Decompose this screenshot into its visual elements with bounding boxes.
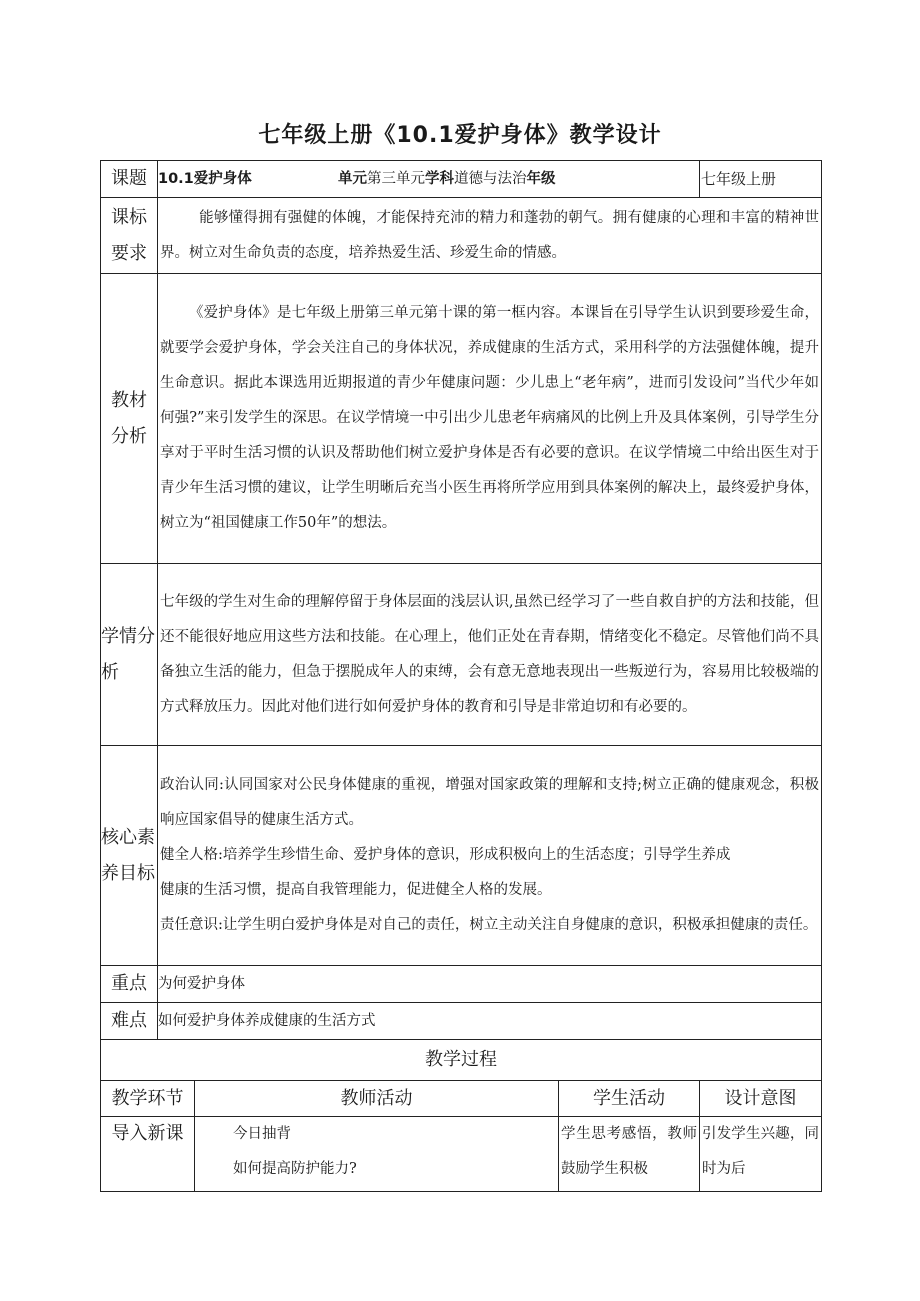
- process-row-intro: [101, 1117, 822, 1192]
- curriculum-label-line1: 课标: [111, 206, 147, 228]
- process-title-row: [101, 1040, 822, 1081]
- subject-label: 学科: [425, 170, 454, 187]
- curriculum-row: [101, 198, 822, 274]
- students-label-line2: 析: [101, 661, 119, 683]
- textbook-label: [101, 274, 158, 564]
- key-point-label: 重点: [101, 966, 158, 1003]
- topic-cell: [158, 161, 700, 198]
- difficult-point-row: [101, 1003, 822, 1040]
- students-label: [101, 564, 158, 746]
- header-teacher: 教师活动: [195, 1081, 559, 1117]
- key-point-row: [101, 966, 822, 1003]
- topic-label: 课题: [101, 161, 158, 198]
- key-point-text: 为何爱护身体: [158, 966, 822, 1003]
- unit-label: 单元: [338, 170, 367, 187]
- textbook-label-line1: 教材: [111, 389, 147, 411]
- curriculum-label-line2: 要求: [111, 242, 147, 264]
- students-text: 七年级的学生对生命的理解停留于身体层面的浅层认识,虽然已经学习了一些自救自护的方法和技能，但还不能很好地应用这些方法和技能。在心理上，他们正处在青春期，情绪变化不稳定。尽管他们尚不具备独立生活的能力，但急于摆脱成年人的束缚，会有意无意地表现出一些叛逆行为，容易用比较极端的方式释放压力。因此对他们进行如何爱护身体的教育和引导是非常迫切和有必要的。: [158, 564, 822, 746]
- subject-value: 道德与法治: [454, 170, 527, 187]
- grade-value: 七年级上册: [700, 161, 822, 198]
- literacy-text: [158, 746, 822, 966]
- lesson-plan-table: [100, 160, 822, 1192]
- literacy-personality-a: 健全人格:培养学生珍惜生命、爱护身体的意识，形成积极向上的生活态度；引导学生养成: [160, 847, 731, 863]
- literacy-label-line1: 核心素: [101, 826, 155, 848]
- textbook-row: [101, 274, 822, 564]
- teacher-activity: [195, 1117, 559, 1192]
- literacy-label: [101, 746, 158, 966]
- textbook-label-line2: 分析: [111, 425, 147, 447]
- literacy-label-line2: 养目标: [101, 862, 155, 884]
- student-activity: 学生思考感悟，教师鼓励学生积极: [559, 1117, 700, 1192]
- curriculum-text: 能够懂得拥有强健的体魄，才能保持充沛的精力和蓬勃的朝气。拥有健康的心理和丰富的精神世界。树立对生命负责的态度，培养热爱生活、珍爱生命的情感。: [158, 198, 822, 274]
- textbook-text: 《爱护身体》是七年级上册第三单元第十课的第一框内容。本课旨在引导学生认识到要珍爱生命，就要学会爱护身体，学会关注自己的身体状况，养成健康的生活方式，采用科学的方法强健体魄，提升生命意识。据此本课选用近期报道的青少年健康问题：少儿患上“老年病”，进而引发设问”当代少年如何强?”来引发学生的深思。在议学情境一中引出少儿患老年病痛风的比例上升及具体案例，引导学生分享对于平时生活习惯的认识及帮助他们树立爱护身体是否有必要的意识。在议学情境二中给出医生对于青少年生活习惯的建议，让学生明晰后充当小医生再将所学应用到具体案例的解决上，最终爱护身体，树立为“祖国健康工作50年”的想法。: [158, 274, 822, 564]
- teacher-activity-line1: 今日抽背: [233, 1126, 291, 1142]
- topic-value: 10.1爱护身体: [158, 170, 252, 187]
- curriculum-label: [101, 198, 158, 274]
- unit-value: 第三单元: [367, 170, 425, 187]
- topic-row: [101, 161, 822, 198]
- literacy-row: [101, 746, 822, 966]
- process-title: 教学过程: [101, 1040, 822, 1081]
- literacy-personality-b: 健康的生活习惯，提高自我管理能力，促进健全人格的发展。: [160, 882, 552, 898]
- difficult-point-label: 难点: [101, 1003, 158, 1040]
- header-student: 学生活动: [559, 1081, 700, 1117]
- document-title: 七年级上册《10.1爱护身体》教学设计: [258, 123, 662, 148]
- students-label-line1: 学情分: [101, 625, 155, 647]
- teacher-activity-line2: 如何提高防护能力?: [233, 1161, 357, 1177]
- design-intent: 引发学生兴趣，同时为后: [700, 1117, 822, 1192]
- stage-intro: 导入新课: [101, 1117, 195, 1192]
- literacy-political: 政治认同:认同国家对公民身体健康的重视，增强对国家政策的理解和支持;树立正确的健康观念，积极响应国家倡导的健康生活方式。: [160, 777, 820, 828]
- difficult-point-text: 如何爱护身体养成健康的生活方式: [158, 1003, 822, 1040]
- students-row: [101, 564, 822, 746]
- process-header-row: [101, 1081, 822, 1117]
- grade-label: 年级: [526, 170, 556, 187]
- header-intent: 设计意图: [700, 1081, 822, 1117]
- header-stage: 教学环节: [101, 1081, 195, 1117]
- literacy-responsibility: 责任意识:让学生明白爱护身体是对自己的责任，树立主动关注自身健康的意识，积极承担健康的责任。: [160, 917, 818, 933]
